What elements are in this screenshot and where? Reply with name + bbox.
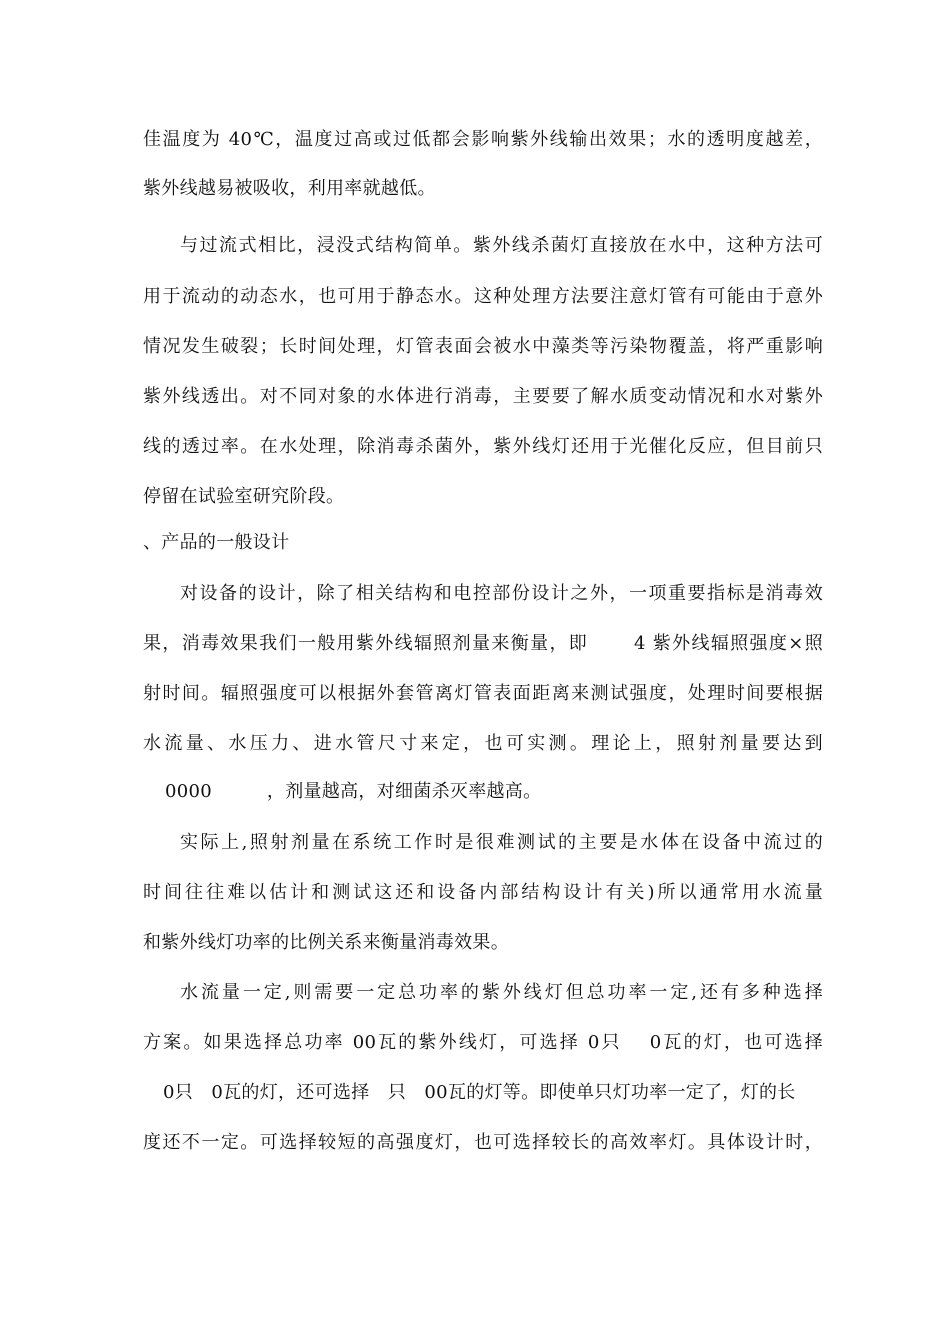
paragraph-line: 对设备的设计，除了相关结构和电控部份设计之外，一项重要指标是消毒效: [180, 583, 823, 604]
paragraph-line: 与过流式相比，浸没式结构简单。紫外线杀菌灯直接放在水中，这种方法可: [180, 235, 823, 256]
paragraph-line: 方案。如果选择总功率 00瓦的紫外线灯，可选择 0只 0瓦的灯，也可选择: [143, 1032, 823, 1053]
section-heading: 、产品的一般设计: [143, 532, 290, 553]
paragraph-line: 紫外线透出。对不同对象的水体进行消毒，主要要了解水质变动情况和水对紫外: [143, 386, 823, 407]
paragraph-line: 时间往往难以估计和测试这还和设备内部结构设计有关)所以通常用水流量: [143, 882, 823, 903]
paragraph-line: 和紫外线灯功率的比例关系来衡量消毒效果。: [143, 932, 509, 953]
paragraph-line: 0000 ，剂量越高，对细菌杀灭率越高。: [165, 781, 542, 802]
paragraph-line: 0只 0瓦的灯，还可选择 只 00瓦的灯等。即使单只灯功率一定了，灯的长: [163, 1082, 796, 1103]
paragraph-line: 果，消毒效果我们一般用紫外线辐照剂量来衡量，即 4 紫外线辐照强度×照: [143, 633, 823, 654]
paragraph-line: 实际上,照射剂量在系统工作时是很难测试的主要是水体在设备中流过的: [180, 832, 823, 853]
paragraph-line: 线的透过率。在水处理，除消毒杀菌外，紫外线灯还用于光催化反应，但目前只: [143, 436, 823, 457]
paragraph-line: 紫外线越易被吸收，利用率就越低。: [143, 178, 436, 199]
paragraph-line: 度还不一定。可选择较短的高强度灯，也可选择较长的高效率灯。具体设计时，: [143, 1132, 823, 1153]
paragraph-line: 用于流动的动态水，也可用于静态水。这种处理方法要注意灯管有可能由于意外: [143, 286, 823, 307]
paragraph-line: 情况发生破裂；长时间处理，灯管表面会被水中藻类等污染物覆盖，将严重影响: [143, 336, 823, 357]
paragraph-line: 停留在试验室研究阶段。: [143, 486, 345, 507]
paragraph-line: 佳温度为 40℃，温度过高或过低都会影响紫外线输出效果；水的透明度越差，: [143, 129, 823, 150]
paragraph-line: 射时间。辐照强度可以根据外套管离灯管表面距离来测试强度，处理时间要根据: [143, 683, 823, 704]
paragraph-line: 水流量一定,则需要一定总功率的紫外线灯但总功率一定,还有多种选择: [180, 982, 823, 1003]
paragraph-line: 水流量、水压力、进水管尺寸来定，也可实测。理论上，照射剂量要达到: [143, 733, 823, 754]
